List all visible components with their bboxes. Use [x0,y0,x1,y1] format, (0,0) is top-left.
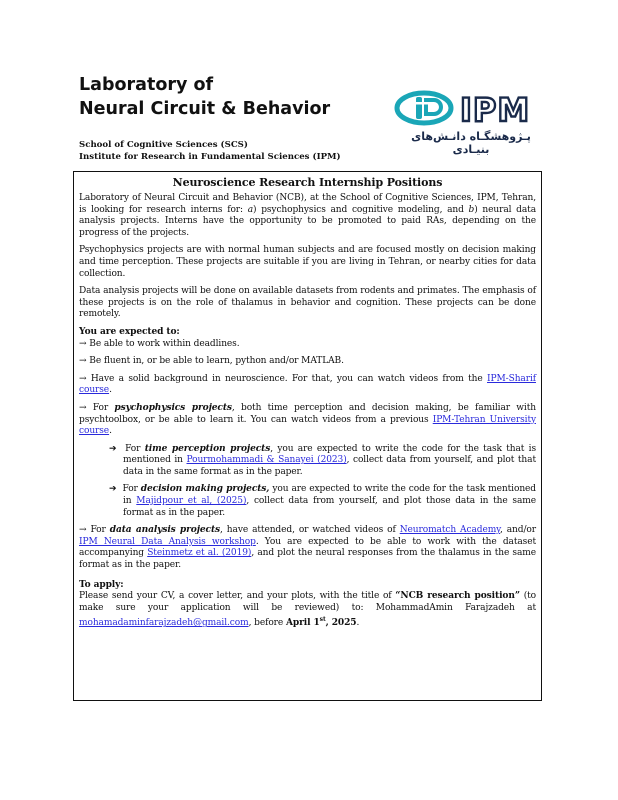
bold-arrow-right-icon: ➔ [109,443,126,454]
lab-title-line2: Neural Circuit & Behavior [79,99,331,119]
steinmetz-paper-link[interactable]: Steinmetz et al. (2019) [147,548,252,559]
expectation-neuroscience: → Have a solid background in neuroscience. For that, you can watch videos from the IPM-Sharif course. [79,373,536,396]
psychophysics-paragraph: Psychophysics projects are with normal human subjects and are focused mostly on decision making and time perception. These projects are suitable if you are living in Tehran, or nearby cities for data collection. [79,245,536,279]
ipm-sharif-course-link[interactable]: IPM-Sharif course [79,373,536,396]
sub-decision-making: ➔ For decision making projects, you are expected to write the code for the task mentioned in Majidpour et al, (2025), collect data from yourself, and plot those data in the same format as in the paper. [109,484,536,518]
apply-paragraph: Please send your CV, a cover letter, and your plots, with the title of “NCB research position” (to make sure your application will be reviewed) to: MohammadAmin Farajzadeh at mohamadaminfarajzadeh@gmail.com, before April 1st, 2025. [79,591,536,629]
institute-name: Institute for Research in Fundamental Sciences (IPM) [79,152,341,162]
ipm-persian-name: پـژوهشگـاه دانـش‌های بنیـادی [411,130,531,156]
arrow-right-icon: → [79,373,91,384]
lab-title [79,73,330,121]
box-title: Neuroscience Research Internship Positions [172,176,443,189]
ipm-nda-workshop-link[interactable]: IPM Neural Data Analysis workshop [79,536,256,547]
ipm-logo-text: IPM [460,91,531,129]
arrow-right-icon: → [79,525,91,536]
arrow-right-icon: → [79,402,93,413]
internship-box [73,171,542,701]
arrow-right-icon: → [79,338,90,349]
expectation-deadlines: → Be able to work within deadlines. [79,338,240,349]
arrow-right-icon: → [79,356,90,367]
school-name: School of Cognitive Sciences (SCS) [79,140,248,150]
ipm-tehran-course-link[interactable]: IPM-Tehran University course [79,414,536,437]
pourmohammadi-paper-link[interactable]: Pourmohammadi & Sanayei (2023) [186,455,347,466]
majidpour-paper-link[interactable]: Majidpour et al, (2025) [136,496,247,507]
expectation-psychophysics: → For psychophysics projects, both time perception and decision making, be familiar with psychtoolbox, or be able to learn it. You can watch videos from a previous IPM-Tehran University course. [79,402,536,437]
intro-paragraph: Laboratory of Neural Circuit and Behavior (NCB), at the School of Cognitive Sciences, IPM, Tehran, is looking for research interns for: a) psychophysics and cognitive modeling, and b) neural data analysis projects. Interns have the opportunity to be promoted to paid RAs, depending on the progress of the projects. [79,193,536,238]
sub-time-perception: ➔ For time perception projects, you are expected to write the code for the task that is mentioned in Pourmohammadi & Sanayei (2023), collect data from yourself, and plot that data in the same format as in the paper. [109,443,536,477]
ipm-logo-emblem-icon [397,93,451,123]
lab-title-line1: Laboratory of [79,75,214,95]
expected-heading: You are expected to: [79,326,180,337]
deadline-date: April 1st, 2025 [285,616,357,629]
contact-email-link[interactable]: mohamadaminfarajzadeh@gmail.com [79,618,249,629]
expectation-data-analysis: → For data analysis projects, have attended, or watched videos of Neuromatch Academy, and/or IPM Neural Data Analysis workshop. You are expected to be able to work with the dataset accompanying Steinmetz et al. (2019), and plot the neural responses from the thalamus in the same format as in the paper. [79,525,537,571]
apply-heading: To apply: [79,579,124,590]
expectation-programming: → Be fluent in, or be able to learn, python and/or MATLAB. [79,356,344,367]
data-analysis-paragraph: Data analysis projects will be done on available datasets from rodents and primates. The emphasis of these projects is on the role of thalamus in behavior and cognition. These projects can be done remotely. [79,286,536,320]
bold-arrow-right-icon: ➔ [109,484,123,495]
neuromatch-link[interactable]: Neuromatch Academy [399,525,500,536]
affiliations [79,139,341,163]
